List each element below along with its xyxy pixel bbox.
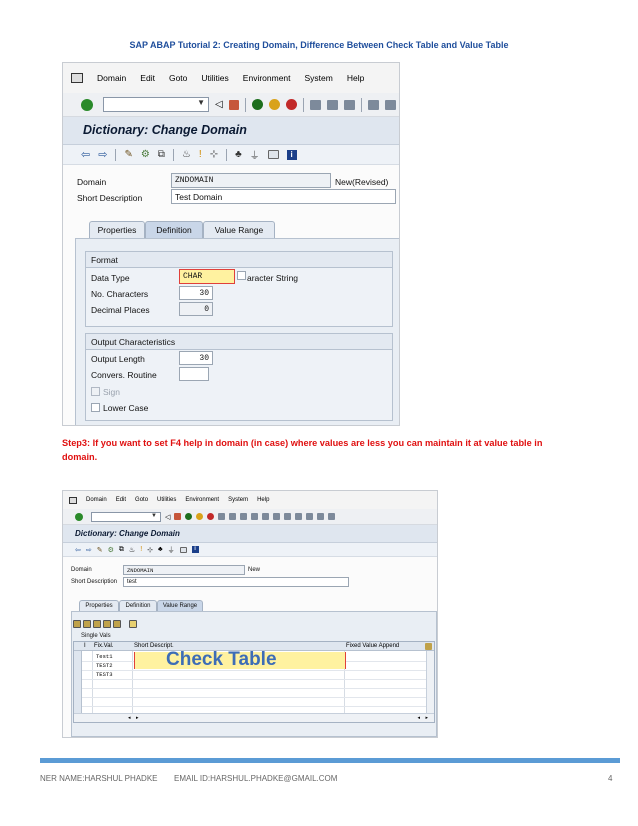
menu-domain-2[interactable]: Domain	[86, 497, 107, 503]
tab-properties-2[interactable]: Properties	[79, 600, 119, 611]
conversion-routine-field[interactable]	[179, 367, 209, 381]
domain-label-2: Domain	[71, 567, 92, 573]
tab-strip-2	[79, 600, 203, 611]
menu-system-2[interactable]: System	[228, 497, 249, 503]
data-type-description: aracter String	[247, 273, 299, 283]
menu-bar	[63, 63, 399, 93]
domain-status-2: New	[248, 567, 261, 573]
navigation-icon-2[interactable]: ⏚	[167, 546, 175, 554]
layout-icon-2[interactable]	[295, 513, 302, 520]
back-icon[interactable]	[252, 99, 263, 110]
row-line-4	[82, 688, 428, 689]
menu-goto[interactable]: Goto	[168, 73, 188, 83]
screen-title: Dictionary: Change Domain	[83, 123, 247, 137]
find-icon[interactable]	[327, 100, 338, 110]
activate-icon-2[interactable]: ⧉	[118, 545, 124, 553]
fix-val-row-3[interactable]: TEST3	[96, 671, 113, 678]
menu-environment-2[interactable]: Environment	[185, 497, 220, 503]
column-header-short-descript[interactable]: Short Descript.	[134, 643, 174, 649]
search-help-icon[interactable]	[237, 271, 246, 280]
check-object-icon-2[interactable]: ⚙	[107, 546, 114, 554]
menu-goto-2[interactable]: Goto	[135, 497, 149, 503]
menu-edit-2[interactable]: Edit	[115, 497, 127, 503]
filter-icon[interactable]	[129, 620, 137, 628]
lower-case-checkbox[interactable]	[91, 403, 100, 412]
decimal-places-field[interactable]: 0	[179, 302, 213, 316]
menu-edit[interactable]: Edit	[140, 73, 155, 83]
single-values-table	[73, 641, 435, 723]
footer-name: NER NAME:HARSHUL PHADKE	[40, 774, 158, 783]
column-header-fixed-value-append[interactable]: Fixed Value Append	[346, 643, 400, 649]
cut-icon[interactable]	[73, 620, 81, 628]
scroll-right-icon-2[interactable]: ▸	[425, 715, 428, 721]
application-toolbar	[63, 145, 399, 165]
row-selector-column	[74, 651, 82, 714]
display-change-icon[interactable]: ✎	[124, 149, 133, 160]
next-object-icon-2[interactable]: ⇨	[85, 546, 92, 554]
menu-bar-2	[63, 491, 437, 509]
title-bar-2	[63, 525, 437, 543]
find-icon-2[interactable]	[229, 513, 236, 520]
menu-icon[interactable]	[71, 73, 83, 83]
display-change-icon-2[interactable]: ✎	[96, 546, 103, 554]
cancel-icon-2[interactable]	[207, 513, 214, 520]
menu-icon-2[interactable]	[69, 497, 77, 504]
tab-value-range[interactable]: Value Range	[203, 221, 275, 238]
format-header: Format	[86, 252, 392, 268]
tab-value-range-2[interactable]: Value Range	[157, 600, 203, 611]
menu-utilities[interactable]: Utilities	[201, 73, 229, 83]
domain-field[interactable]: ZNDOMAIN	[171, 173, 331, 188]
dropdown-arrow-icon-2[interactable]: ▼	[151, 512, 157, 519]
vertical-scrollbar[interactable]	[426, 651, 434, 714]
back-icon-2[interactable]	[185, 513, 192, 520]
screen-title-2: Dictionary: Change Domain	[75, 529, 180, 538]
prev-page-icon[interactable]	[385, 100, 396, 110]
no-characters-label: No. Characters	[91, 289, 149, 299]
hierarchy-icon[interactable]: ⊹	[209, 149, 219, 160]
save-icon-2[interactable]	[174, 513, 181, 520]
tab-definition-2[interactable]: Definition	[119, 600, 157, 611]
menu-utilities-2[interactable]: Utilities	[157, 497, 177, 503]
output-characteristics-header: Output Characteristics	[86, 334, 392, 350]
scroll-left-icon-2[interactable]: ◂	[417, 715, 420, 721]
prev-page-icon-2[interactable]	[262, 513, 269, 520]
info-icon[interactable]: i	[287, 150, 297, 160]
tab-properties[interactable]: Properties	[89, 221, 145, 238]
domain-status: New(Revised)	[335, 177, 389, 187]
hierarchy-icon-2[interactable]: ⊹	[147, 546, 154, 554]
exit-icon-2[interactable]	[196, 513, 203, 520]
back-arrow-icon[interactable]: ◁	[215, 99, 223, 110]
title-bar	[63, 117, 399, 145]
last-page-icon-2[interactable]	[284, 513, 291, 520]
find-next-icon[interactable]	[344, 100, 355, 110]
menu-domain[interactable]: Domain	[97, 73, 127, 83]
sign-checkbox[interactable]	[91, 387, 100, 396]
domain-field-2[interactable]: ZNDOMAIN	[123, 565, 245, 575]
decimal-places-label: Decimal Places	[91, 305, 150, 315]
scroll-left-icon[interactable]: ◂	[128, 715, 131, 721]
value-range-toolbar	[73, 620, 137, 628]
menu-help[interactable]: Help	[346, 73, 365, 83]
no-characters-field[interactable]: 30	[179, 286, 213, 300]
standard-toolbar	[63, 93, 399, 117]
row-line-5	[82, 697, 428, 698]
menu-system[interactable]: System	[304, 73, 333, 83]
enter-check-icon[interactable]	[81, 99, 93, 111]
window-icon-2[interactable]	[180, 547, 187, 553]
object-list-icon[interactable]: ♣	[235, 149, 242, 160]
where-used-icon[interactable]: ♨	[181, 149, 191, 160]
data-type-label: Data Type	[91, 273, 130, 283]
row-line-6	[82, 706, 428, 707]
command-field-2[interactable]	[91, 512, 161, 522]
single-vals-label: Single Vals	[81, 633, 111, 639]
cancel-icon[interactable]	[286, 99, 297, 110]
fix-val-row-2[interactable]: TEST2	[96, 662, 113, 669]
delete-row-icon[interactable]	[113, 620, 121, 628]
tab-definition[interactable]: Definition	[145, 221, 203, 238]
lower-case-label: Lower Case	[103, 403, 149, 413]
page-number: 4	[608, 774, 613, 783]
output-length-field[interactable]: 30	[179, 351, 213, 365]
print-icon[interactable]	[310, 100, 321, 110]
copy-icon[interactable]	[83, 620, 91, 628]
horizontal-scrollbar[interactable]	[74, 713, 434, 722]
short-description-label-2: Short Description	[71, 579, 118, 585]
exit-icon[interactable]	[269, 99, 280, 110]
enter-check-icon-2[interactable]	[75, 513, 83, 521]
menu-environment[interactable]: Environment	[242, 73, 291, 83]
check-table-overlay: Check Table	[166, 649, 277, 670]
output-length-label: Output Length	[91, 354, 145, 364]
sap-window-2	[62, 490, 438, 738]
menu-help-2[interactable]: Help	[257, 497, 270, 503]
column-header-indicator[interactable]: I	[84, 643, 86, 649]
step-text: Step3: If you want to set F4 help in domain (in case) where values are less you can maintain it at value table in domain.	[62, 438, 543, 462]
navigation-icon[interactable]: ⏚	[249, 151, 260, 162]
info-icon-2[interactable]: i	[192, 546, 199, 553]
tab-strip	[89, 221, 275, 238]
back-arrow-icon-2[interactable]: ◁	[165, 513, 171, 521]
document-title: SAP ABAP Tutorial 2: Creating Domain, Difference Between Check Table and Value Table	[129, 40, 509, 50]
footer-email: EMAIL ID:HARSHUL.PHADKE@GMAIL.COM	[174, 774, 338, 783]
standard-toolbar-2	[63, 509, 437, 525]
first-page-icon-2[interactable]	[251, 513, 258, 520]
command-field[interactable]	[103, 97, 209, 112]
customize-icon-2[interactable]	[328, 513, 335, 520]
sap-window-1	[62, 62, 400, 426]
activate-icon[interactable]: ⧉	[157, 149, 165, 160]
table-settings-icon[interactable]	[425, 643, 432, 650]
where-used-icon-2[interactable]: ♨	[128, 546, 136, 554]
paste-icon[interactable]	[93, 620, 101, 628]
footer-bar	[40, 758, 620, 763]
save-icon[interactable]	[229, 100, 239, 110]
data-type-field[interactable]: CHAR	[179, 269, 235, 284]
row-line-3	[82, 679, 428, 680]
info-light-icon-2[interactable]: !	[140, 546, 143, 553]
short-description-field-2[interactable]: test	[123, 577, 349, 587]
scroll-right-icon[interactable]: ▸	[136, 715, 139, 721]
window-icon[interactable]	[268, 150, 279, 159]
application-toolbar-2	[63, 543, 437, 557]
find-next-icon-2[interactable]	[240, 513, 247, 520]
insert-row-icon[interactable]	[103, 620, 111, 628]
object-list-icon-2[interactable]: ♣	[158, 546, 163, 553]
short-description-field[interactable]: Test Domain	[171, 189, 396, 204]
next-object-icon[interactable]: ⇨	[98, 149, 108, 161]
short-description-label: Short Description	[77, 193, 143, 203]
fix-val-row-1[interactable]: Test1	[96, 653, 113, 660]
next-page-icon-2[interactable]	[273, 513, 280, 520]
dropdown-arrow-icon[interactable]: ▼	[197, 98, 205, 107]
session-icon-2[interactable]	[306, 513, 313, 520]
domain-label: Domain	[77, 177, 107, 187]
print-icon-2[interactable]	[218, 513, 225, 520]
conversion-routine-label: Convers. Routine	[91, 370, 157, 380]
prev-object-icon-2[interactable]: ⇦	[75, 546, 81, 554]
first-page-icon[interactable]	[368, 100, 379, 110]
column-header-fix-val[interactable]: Fix.Val.	[94, 643, 114, 649]
check-object-icon[interactable]: ⚙	[140, 149, 150, 160]
sign-label: Sign	[103, 387, 121, 397]
prev-object-icon[interactable]: ⇦	[81, 149, 91, 161]
help-icon-2[interactable]	[317, 513, 324, 520]
info-light-icon[interactable]: !	[198, 149, 202, 160]
